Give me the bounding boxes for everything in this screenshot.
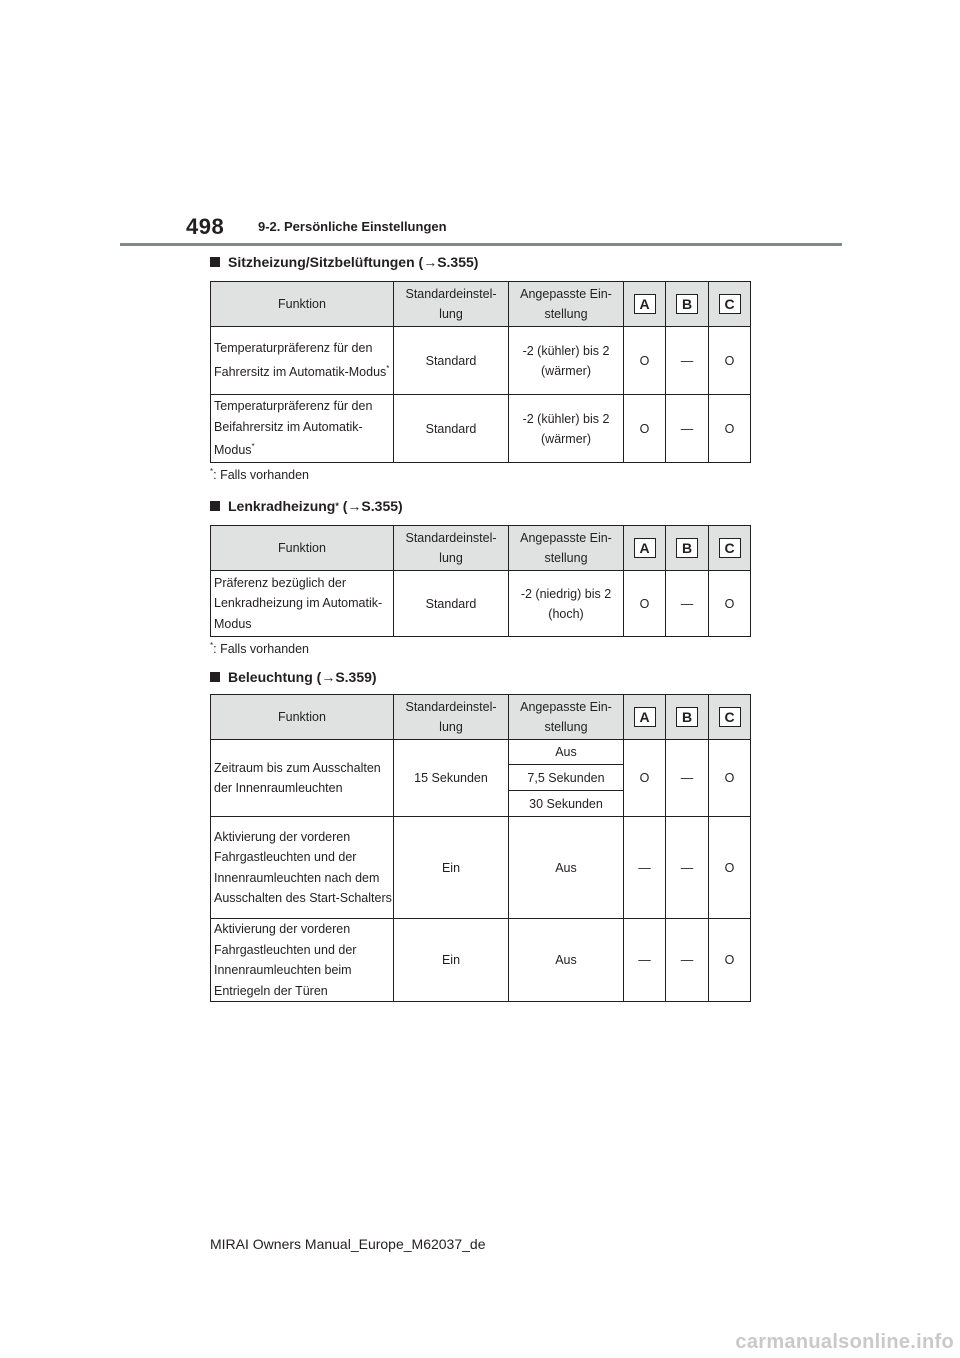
cell-standard: Standard [394,327,509,395]
cell-a: O [624,740,666,817]
letter-b-icon: B [676,538,698,558]
cell-a: — [624,919,666,1002]
table-row [211,395,751,463]
lighting-table [210,694,751,1002]
header-standard: Standardeinstel-lung [394,282,509,327]
cell-option: Aus [509,740,624,765]
cell-angepasst: Aus [509,919,624,1002]
section-title-steering-heating: Lenkradheizung * (→S.355) [210,498,403,514]
header-funktion: Funktion [211,526,394,571]
table-row [211,919,751,1002]
table-row [211,327,751,395]
header-funktion: Funktion [211,695,394,740]
cell-funktion: Temperaturpräferenz für den Beifahrersitz im Automatik-Modus* [211,395,394,463]
cell-standard: Ein [394,919,509,1002]
cell-option: 30 Sekunden [509,791,624,817]
cell-b: — [666,817,709,919]
letter-c-icon: C [719,538,741,558]
cell-funktion: Präferenz bezüglich der Lenkradheizung im Automatik-Modus [211,571,394,637]
cell-c: O [709,740,751,817]
cell-funktion: Aktivierung der vorderen Fahrgastleuchten und der Innenraumleuchten nach dem Ausschalten des Start-Schalters [211,817,394,919]
cell-a: O [624,395,666,463]
bullet-square-icon [210,672,220,682]
cell-option: 7,5 Sekunden [509,765,624,791]
header-standard: Standardeinstel-lung [394,526,509,571]
letter-a-icon: A [634,294,656,314]
cell-b: — [666,740,709,817]
cell-funktion: Temperaturpräferenz für den Fahrersitz im Automatik-Modus* [211,327,394,395]
cell-standard: Ein [394,817,509,919]
footnote: *: Falls vorhanden [210,467,310,483]
seat-heating-table [210,281,751,463]
table-row [211,817,751,919]
cell-funktion: Zeitraum bis zum Ausschalten der Innenraumleuchten [211,740,394,817]
table-header-row [211,695,751,740]
steering-heating-table [210,525,751,637]
manual-footer: MIRAI Owners Manual_Europe_M62037_de [210,1236,486,1252]
cell-c: O [709,327,751,395]
cell-angepasst: Aus [509,817,624,919]
table-row [211,571,751,637]
table-header-row [211,526,751,571]
cell-a: O [624,327,666,395]
cell-angepasst: -2 (niedrig) bis 2 (hoch) [509,571,624,637]
letter-b-icon: B [676,294,698,314]
cell-a: O [624,571,666,637]
cell-c: O [709,571,751,637]
header-angepasst: Angepasste Ein-stellung [509,695,624,740]
cell-b: — [666,395,709,463]
table-header-row [211,282,751,327]
letter-c-icon: C [719,294,741,314]
letter-a-icon: A [634,538,656,558]
cell-a: — [624,817,666,919]
cell-c: O [709,919,751,1002]
header-angepasst: Angepasste Ein-stellung [509,282,624,327]
header-angepasst: Angepasste Ein-stellung [509,526,624,571]
chapter-title: 9-2. Persönliche Einstellungen [258,219,447,234]
footnote: *: Falls vorhanden [210,641,310,657]
letter-b-icon: B [676,707,698,727]
cell-c: O [709,817,751,919]
cell-funktion: Aktivierung der vorderen Fahrgastleuchten und der Innenraumleuchten beim Entriegeln der Türen [211,919,394,1002]
table-row [211,740,751,765]
watermark: carmanualsonline.info [735,1331,954,1353]
header-funktion: Funktion [211,282,394,327]
cell-standard: 15 Sekunden [394,740,509,817]
cell-b: — [666,571,709,637]
letter-a-icon: A [634,707,656,727]
cell-b: — [666,919,709,1002]
cell-standard: Standard [394,395,509,463]
section-title-seat-heating: Sitzheizung/Sitzbelüftungen (→S.355) [210,254,478,270]
page-number: 498 [186,214,225,239]
cell-standard: Standard [394,571,509,637]
letter-c-icon: C [719,707,741,727]
header-standard: Standardeinstel-lung [394,695,509,740]
section-title-lighting: Beleuchtung (→S.359) [210,669,377,685]
header-rule [120,243,842,246]
cell-c: O [709,395,751,463]
cell-b: — [666,327,709,395]
cell-angepasst: -2 (kühler) bis 2 (wärmer) [509,327,624,395]
bullet-square-icon [210,257,220,267]
bullet-square-icon [210,501,220,511]
cell-angepasst: -2 (kühler) bis 2 (wärmer) [509,395,624,463]
